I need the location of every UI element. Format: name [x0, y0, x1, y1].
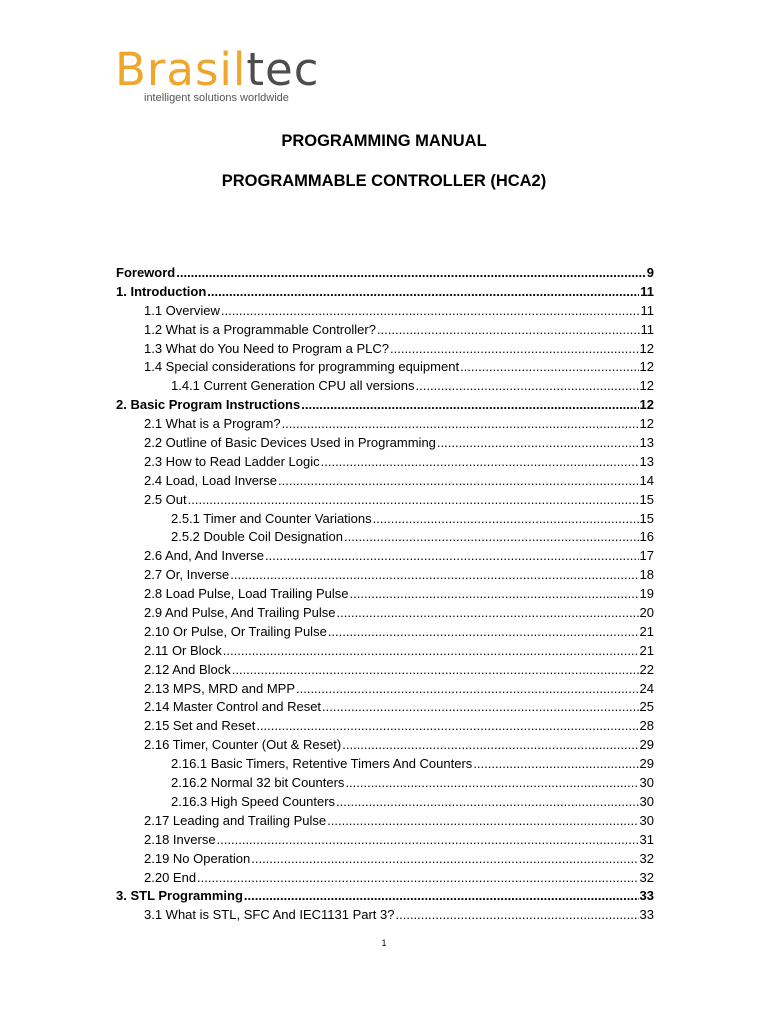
toc-entry[interactable] — [116, 548, 654, 567]
brasiltec-logo — [115, 43, 320, 104]
toc-entry[interactable] — [116, 813, 654, 832]
document-title: PROGRAMMING MANUAL — [281, 132, 487, 150]
toc-entry-label: 1.2 What is a Programmable Controller? — [144, 321, 376, 337]
toc-entry-page: 11 — [640, 283, 654, 299]
toc-entry[interactable] — [116, 662, 654, 681]
toc-entry-page: 18 — [639, 567, 654, 583]
toc-entry-page: 25 — [639, 699, 654, 715]
toc-entry-label: 2.19 No Operation — [144, 850, 251, 866]
logo-wordmark-tec: tec — [246, 43, 320, 96]
toc-entry-label: 2.16 Timer, Counter (Out & Reset) — [144, 737, 342, 753]
toc-entry[interactable] — [116, 832, 654, 851]
toc-entry-page: 12 — [639, 359, 654, 375]
toc-entry-label: 2.13 MPS, MRD and MPP — [144, 680, 295, 696]
toc-dot-leader — [327, 813, 638, 828]
toc-dot-leader — [244, 888, 639, 903]
toc-entry[interactable] — [116, 567, 654, 586]
toc-dot-leader — [197, 870, 638, 885]
toc-dot-leader — [337, 605, 639, 620]
toc-entry-label: 2.3 How to Read Ladder Logic — [144, 453, 320, 469]
toc-dot-leader — [350, 586, 639, 601]
toc-entry-page: 15 — [639, 491, 654, 507]
toc-entry[interactable] — [116, 359, 654, 378]
toc-entry-label: Foreword — [116, 265, 176, 280]
toc-entry-label: 2.4 Load, Load Inverse — [144, 472, 277, 488]
toc-dot-leader — [217, 832, 639, 847]
toc-entry-page: 12 — [639, 378, 654, 394]
toc-dot-leader — [437, 435, 639, 450]
toc-entry[interactable] — [116, 794, 654, 813]
toc-dot-leader — [232, 662, 639, 677]
logo-tagline: intelligent solutions worldwide — [144, 92, 289, 104]
toc-entry[interactable] — [116, 284, 654, 303]
toc-entry[interactable] — [116, 454, 654, 473]
toc-dot-leader — [344, 529, 639, 544]
toc-entry-page: 30 — [639, 775, 654, 791]
toc-entry[interactable] — [116, 699, 654, 718]
toc-entry-page: 32 — [639, 869, 654, 885]
toc-entry-label: 1.1 Overview — [144, 302, 220, 318]
toc-dot-leader — [342, 737, 638, 752]
toc-entry-label: 1.3 What do You Need to Program a PLC? — [144, 340, 389, 356]
toc-entry-page: 22 — [639, 661, 654, 677]
toc-entry-label: 3.1 What is STL, SFC And IEC1131 Part 3? — [144, 907, 395, 923]
toc-entry-page: 24 — [639, 680, 654, 696]
toc-entry-page: 13 — [639, 435, 654, 451]
toc-entry[interactable] — [116, 643, 654, 662]
toc-dot-leader — [377, 322, 640, 337]
toc-dot-leader — [176, 265, 646, 280]
toc-dot-leader — [207, 284, 639, 299]
page-number: 1 — [381, 938, 387, 948]
toc-entry[interactable] — [116, 756, 654, 775]
toc-entry[interactable] — [116, 303, 654, 322]
toc-entry-page: 20 — [639, 605, 654, 621]
toc-dot-leader — [296, 681, 639, 696]
toc-entry-page: 29 — [639, 737, 654, 753]
toc-entry[interactable] — [116, 492, 654, 511]
toc-entry-label: 2.1 What is a Program? — [144, 416, 281, 432]
toc-entry-page: 11 — [640, 321, 654, 337]
toc-entry-page: 33 — [639, 888, 654, 904]
toc-dot-leader — [230, 567, 638, 582]
toc-dot-leader — [473, 756, 638, 771]
toc-dot-leader — [390, 341, 639, 356]
logo-wordmark-brasil: Brasil — [115, 43, 247, 96]
toc-entry-page: 29 — [639, 756, 654, 772]
toc-entry-label: 2.6 And, And Inverse — [144, 548, 264, 564]
toc-dot-leader — [256, 718, 638, 733]
toc-entry-label: 1.4 Special considerations for programming equipment — [144, 359, 460, 375]
toc-entry-label: 2.15 Set and Reset — [144, 718, 256, 734]
toc-entry[interactable] — [116, 397, 654, 416]
toc-entry-label: 2.14 Master Control and Reset — [144, 699, 322, 715]
toc-entry-page: 17 — [639, 548, 654, 564]
toc-entry-page: 28 — [639, 718, 654, 734]
toc-entry[interactable] — [116, 378, 654, 397]
toc-entry-label: 3. STL Programming — [116, 888, 243, 904]
toc-entry-label: 2.9 And Pulse, And Trailing Pulse — [144, 605, 336, 621]
toc-entry-page: 9 — [646, 265, 654, 280]
toc-entry[interactable] — [116, 473, 654, 492]
toc-dot-leader — [396, 907, 639, 922]
toc-dot-leader — [328, 624, 639, 639]
toc-dot-leader — [416, 378, 639, 393]
toc-entry-label: 2.5.1 Timer and Counter Variations — [171, 510, 372, 526]
toc-entry-label: 2.17 Leading and Trailing Pulse — [144, 812, 327, 828]
toc-entry-label: 2.8 Load Pulse, Load Trailing Pulse — [144, 586, 349, 602]
toc-dot-leader — [373, 511, 639, 526]
toc-entry-label: 1. Introduction — [116, 283, 207, 299]
toc-entry[interactable] — [116, 435, 654, 454]
toc-entry-page: 14 — [639, 472, 654, 488]
toc-entry[interactable] — [116, 851, 654, 870]
toc-entry-page: 31 — [639, 831, 654, 847]
toc-entry-page: 30 — [639, 793, 654, 809]
toc-entry[interactable] — [116, 681, 654, 700]
toc-entry[interactable] — [116, 322, 654, 341]
toc-entry[interactable] — [116, 416, 654, 435]
toc-entry-label: 2.20 End — [144, 869, 197, 885]
toc-entry-page: 15 — [639, 510, 654, 526]
toc-dot-leader — [223, 643, 639, 658]
logo-wordmark — [115, 43, 320, 96]
table-of-contents — [116, 265, 654, 926]
toc-dot-leader — [282, 416, 639, 431]
toc-entry-label: 1.4.1 Current Generation CPU all versions — [171, 378, 415, 394]
toc-entry-page: 12 — [639, 397, 654, 413]
toc-dot-leader — [322, 699, 638, 714]
toc-entry-page: 33 — [639, 907, 654, 923]
toc-dot-leader — [336, 794, 638, 809]
toc-entry-page: 12 — [639, 416, 654, 432]
toc-entry-page: 12 — [639, 340, 654, 356]
toc-dot-leader — [321, 454, 639, 469]
toc-entry-page: 30 — [639, 812, 654, 828]
toc-entry-label: 2.16.3 High Speed Counters — [171, 793, 336, 809]
toc-entry-label: 2.2 Outline of Basic Devices Used in Programming — [144, 435, 436, 451]
toc-entry-page: 16 — [639, 529, 654, 545]
toc-entry-page: 19 — [639, 586, 654, 602]
toc-dot-leader — [278, 473, 639, 488]
toc-entry-label: 2.7 Or, Inverse — [144, 567, 230, 583]
toc-entry-page: 32 — [639, 850, 654, 866]
toc-entry[interactable] — [116, 907, 654, 926]
toc-dot-leader — [188, 492, 639, 507]
toc-entry[interactable] — [116, 888, 654, 907]
toc-dot-leader — [251, 851, 638, 866]
toc-entry[interactable] — [116, 265, 654, 284]
toc-entry[interactable] — [116, 624, 654, 643]
toc-entry[interactable] — [116, 529, 654, 548]
document-subtitle: PROGRAMMABLE CONTROLLER (HCA2) — [221, 172, 547, 190]
toc-entry-label: 2.11 Or Block — [144, 642, 222, 658]
toc-entry[interactable] — [116, 605, 654, 624]
toc-entry-label: 2.5 Out — [144, 491, 187, 507]
toc-entry-label: 2. Basic Program Instructions — [116, 397, 301, 413]
toc-entry-label: 2.16.2 Normal 32 bit Counters — [171, 775, 345, 791]
toc-dot-leader — [301, 397, 638, 412]
toc-entry[interactable] — [116, 737, 654, 756]
toc-entry-label: 2.18 Inverse — [144, 831, 216, 847]
toc-entry[interactable] — [116, 341, 654, 360]
toc-entry-label: 2.16.1 Basic Timers, Retentive Timers And Counters — [171, 756, 473, 772]
toc-dot-leader — [345, 775, 638, 790]
toc-entry-page: 21 — [639, 623, 654, 639]
toc-entry-label: 2.12 And Block — [144, 661, 231, 677]
toc-entry-page: 21 — [639, 642, 654, 658]
toc-entry[interactable] — [116, 870, 654, 889]
toc-entry-page: 13 — [639, 453, 654, 469]
toc-entry[interactable] — [116, 775, 654, 794]
toc-entry[interactable] — [116, 718, 654, 737]
toc-entry[interactable] — [116, 511, 654, 530]
toc-dot-leader — [221, 303, 640, 318]
toc-entry-label: 2.10 Or Pulse, Or Trailing Pulse — [144, 623, 327, 639]
toc-dot-leader — [265, 548, 639, 563]
toc-dot-leader — [460, 359, 638, 374]
toc-entry[interactable] — [116, 586, 654, 605]
toc-entry-label: 2.5.2 Double Coil Designation — [171, 529, 343, 545]
toc-entry-page: 11 — [640, 302, 654, 318]
